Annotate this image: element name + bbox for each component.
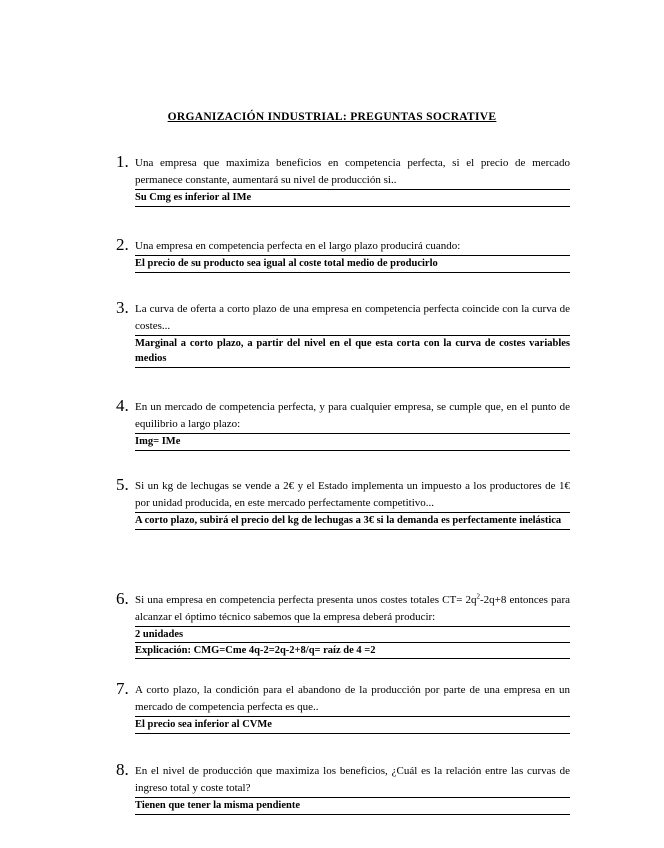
page-title: ORGANIZACIÓN INDUSTRIAL: PREGUNTAS SOCRATIVE	[167, 111, 497, 123]
question-4	[116, 396, 570, 451]
question-number: 2.	[116, 235, 129, 254]
exponent: 2	[476, 592, 480, 601]
question-text: En el nivel de producción que maximiza los beneficios, ¿Cuál es la relación entre las curvas de ingreso total y coste total?	[135, 763, 570, 798]
question-number: 5.	[116, 475, 129, 494]
answer-text: A corto plazo, subirá el precio del kg de lechugas a 3€ si la demanda es perfectamente inelástica	[135, 513, 570, 530]
question-text	[135, 592, 570, 627]
question-text: Una empresa en competencia perfecta en el largo plazo producirá cuando:	[135, 238, 570, 256]
answer-text: Tienen que tener la misma pendiente	[135, 798, 570, 815]
answer-text: Marginal a corto plazo, a partir del nivel en el que esta corta con la curva de costes variables medios	[135, 336, 570, 368]
question-1	[116, 152, 570, 207]
question-6	[116, 589, 570, 659]
question-2	[116, 235, 570, 273]
question-5	[116, 475, 570, 530]
question-7	[116, 679, 570, 734]
question-text: A corto plazo, la condición para el abandono de la producción por parte de una empresa en un mercado de competencia perfecta es que..	[135, 682, 570, 717]
question-text: Una empresa que maximiza beneficios en competencia perfecta, si el precio de mercado permanece constante, aumentará su nivel de producción si..	[135, 155, 570, 190]
question-text-part: -2q+8 entonces para alcanzar el óptimo técnico sabemos que la empresa deberá producir:	[135, 594, 570, 623]
question-text: La curva de oferta a corto plazo de una empresa en competencia perfecta coincide con la curva de costes...	[135, 301, 570, 336]
question-number: 4.	[116, 396, 129, 415]
question-8	[116, 760, 570, 815]
answer-text: El precio de su producto sea igual al coste total medio de producirlo	[135, 256, 570, 273]
explanation-text: Explicación: CMG=Cme 4q-2=2q-2+8/q= raíz de 4 =2	[135, 643, 570, 659]
answer-text: Img= IMe	[135, 434, 570, 451]
question-text: Si un kg de lechugas se vende a 2€ y el Estado implementa un impuesto a los productores de 1€ por unidad producida, en este mercado perfectamente competitivo...	[135, 478, 570, 513]
question-number: 1.	[116, 152, 129, 171]
answer-text: El precio sea inferior al CVMe	[135, 717, 570, 734]
question-number: 7.	[116, 679, 129, 698]
question-text: En un mercado de competencia perfecta, y para cualquier empresa, se cumple que, en el punto de equilibrio a largo plazo:	[135, 399, 570, 434]
answer-text: 2 unidades	[135, 627, 570, 643]
question-number: 8.	[116, 760, 129, 779]
question-number: 3.	[116, 298, 129, 317]
question-number: 6.	[116, 589, 129, 608]
question-3	[116, 298, 570, 368]
answer-text: Su Cmg es inferior al IMe	[135, 190, 570, 207]
question-text-part: Si una empresa en competencia perfecta presenta unos costes totales CT= 2q	[135, 594, 477, 606]
